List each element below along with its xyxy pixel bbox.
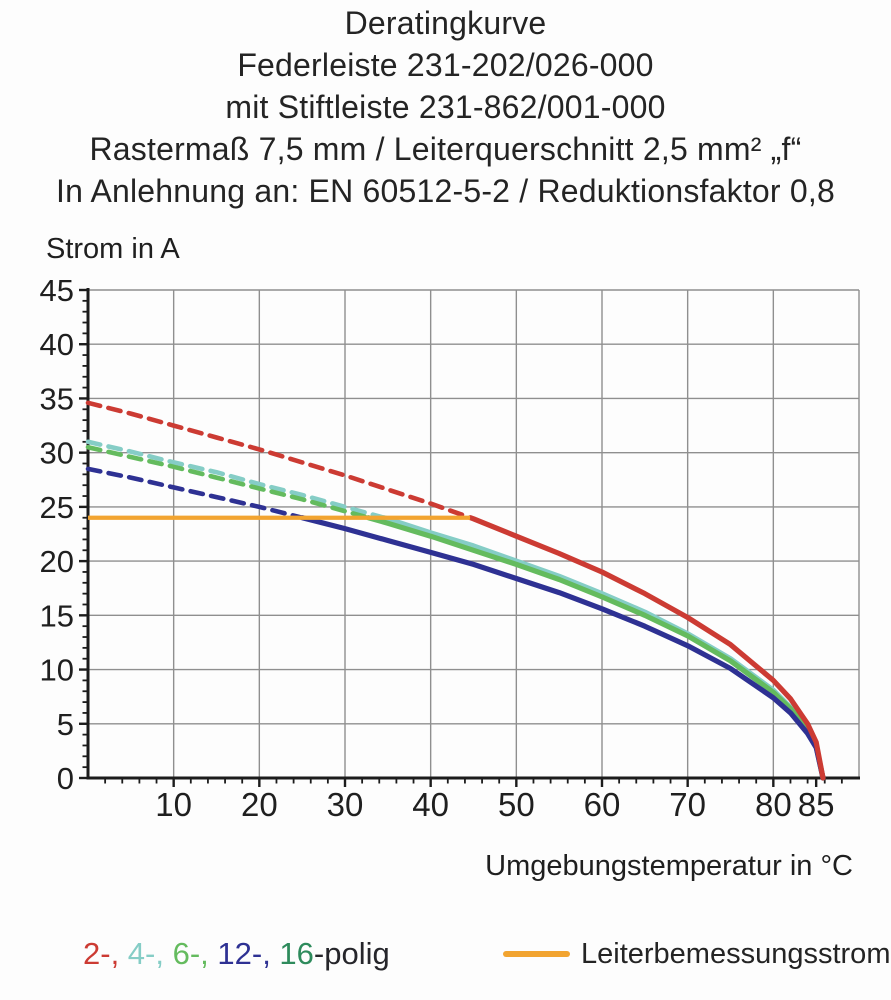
x-tick-label-30: 30 bbox=[326, 786, 364, 823]
axis-layer bbox=[40, 273, 860, 823]
x-tick-label-85: 85 bbox=[797, 786, 835, 823]
poles-legend-segment-1: 4-, bbox=[119, 936, 164, 971]
y-tick-label-20: 20 bbox=[39, 544, 74, 580]
limit-line-swatch bbox=[503, 951, 570, 957]
poles-legend-segment-4: 16 bbox=[270, 936, 314, 971]
y-tick-label-0: 0 bbox=[56, 761, 74, 796]
curve-2-polig-solid bbox=[470, 518, 823, 778]
limit-legend bbox=[503, 934, 890, 974]
y-tick-label-15: 15 bbox=[39, 598, 74, 634]
curve-2-polig-dashed bbox=[88, 403, 470, 518]
limit-line-label: Leiterbemessungsstrom bbox=[581, 937, 891, 970]
title-line-2: Federleiste 231-202/026-000 bbox=[237, 47, 654, 83]
y-axis-title: Strom in A bbox=[46, 233, 180, 265]
title-line-4: Rastermaß 7,5 mm / Leiterquerschnitt 2,5 mm² „f“ bbox=[89, 131, 802, 167]
poles-legend-segment-3: 12-, bbox=[208, 936, 271, 971]
x-tick-label-20: 20 bbox=[240, 786, 278, 823]
y-tick-label-40: 40 bbox=[39, 327, 74, 363]
x-tick-label-50: 50 bbox=[497, 786, 535, 823]
poles-legend bbox=[83, 934, 390, 974]
x-tick-label-70: 70 bbox=[669, 786, 707, 823]
x-axis-title: Umgebungstemperatur in °C bbox=[485, 850, 853, 882]
poles-legend-segment-5: -polig bbox=[313, 936, 390, 971]
x-tick-label-80: 80 bbox=[754, 786, 792, 823]
title-line-3: mit Stiftleiste 231-862/001-000 bbox=[225, 89, 666, 125]
poles-legend-segment-0: 2-, bbox=[83, 936, 120, 971]
y-tick-label-30: 30 bbox=[39, 435, 74, 471]
y-tick-label-45: 45 bbox=[39, 273, 74, 308]
y-tick-label-35: 35 bbox=[39, 381, 74, 417]
y-tick-label-5: 5 bbox=[56, 706, 74, 742]
grid-layer bbox=[88, 290, 859, 778]
curve-layer bbox=[88, 403, 823, 778]
curve-12-polig-dashed bbox=[88, 469, 302, 518]
poles-legend-segment-2: 6-, bbox=[163, 936, 209, 971]
x-tick-label-40: 40 bbox=[412, 786, 450, 823]
y-tick-label-10: 10 bbox=[39, 652, 74, 688]
title-line-5: In Anlehnung an: EN 60512-5-2 / Reduktionsfaktor 0,8 bbox=[56, 173, 835, 209]
y-tick-label-25: 25 bbox=[39, 489, 74, 525]
x-tick-label-60: 60 bbox=[583, 786, 621, 823]
title-line-1: Deratingkurve bbox=[344, 5, 547, 41]
x-tick-label-10: 10 bbox=[155, 786, 193, 823]
